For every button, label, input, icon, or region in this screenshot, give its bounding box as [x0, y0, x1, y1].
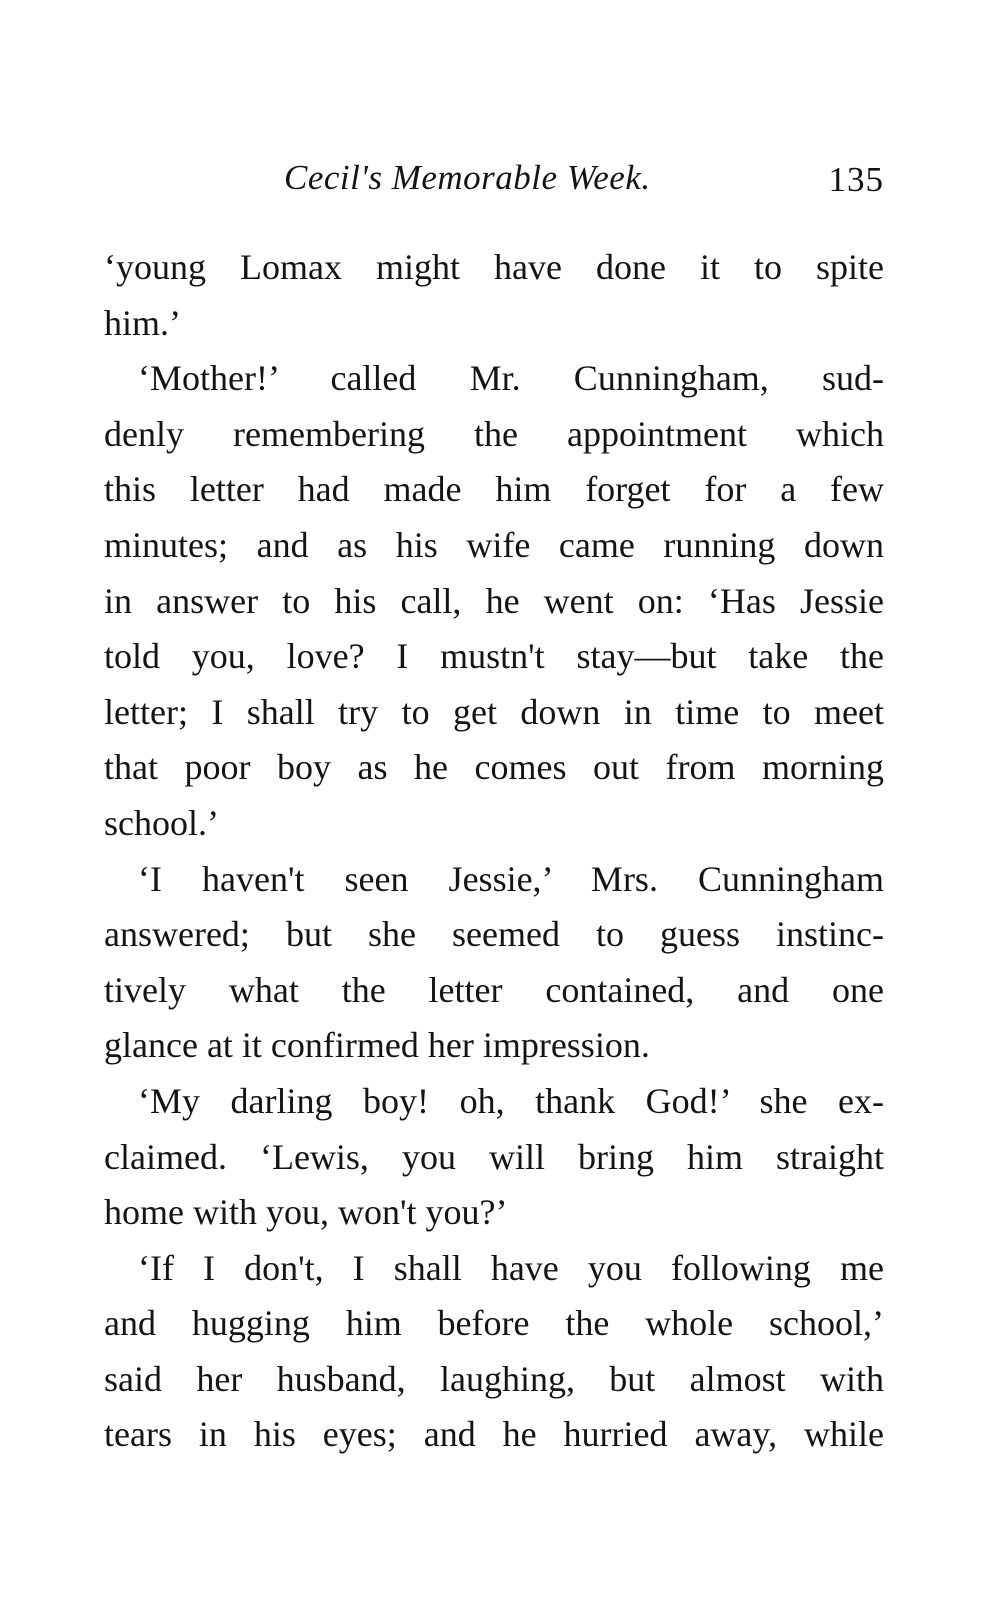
- text-line: glance at it confirmed her impression.: [104, 1025, 650, 1066]
- text-line: school.’: [104, 802, 219, 843]
- text-line: ‘My darling boy! oh, thank God!’ she ex-: [138, 1080, 884, 1121]
- text-line: told you, love? I mustn't stay—but take the: [104, 636, 884, 677]
- text-line: this letter had made him forget for a few: [104, 469, 884, 510]
- text-line: in answer to his call, he went on: ‘Has Jessie: [104, 580, 884, 621]
- page-number: 135: [828, 160, 884, 199]
- text-line: home with you, won't you?’: [104, 1192, 508, 1233]
- text-line: ‘Mother!’ called Mr. Cunningham, sud-: [138, 358, 884, 399]
- text-line: said her husband, laughing, but almost with: [104, 1358, 884, 1399]
- text-line: claimed. ‘Lewis, you will bring him straight: [104, 1136, 884, 1177]
- text-line: tears in his eyes; and he hurried away, while: [104, 1414, 884, 1455]
- text-line: ‘young Lomax might have done it to spite: [104, 247, 884, 287]
- text-line: tively what the letter contained, and one: [104, 969, 884, 1010]
- text-line: him.’: [104, 302, 181, 343]
- running-title: Cecil's Memorable Week.: [284, 158, 651, 197]
- text-line: ‘If I don't, I shall have you following me: [138, 1247, 884, 1288]
- text-line: denly remembering the appointment which: [104, 413, 884, 454]
- text-line: and hugging him before the whole school,’: [104, 1303, 884, 1344]
- text-line: letter; I shall try to get down in time to meet: [104, 691, 884, 732]
- text-line: minutes; and as his wife came running down: [104, 524, 884, 565]
- running-header: [104, 158, 884, 214]
- text-line: answered; but she seemed to guess instinc-: [104, 914, 884, 955]
- body-text: [104, 240, 884, 1463]
- text-line: ‘I haven't seen Jessie,’ Mrs. Cunningham: [138, 858, 884, 899]
- text-line: that poor boy as he comes out from morning: [104, 747, 884, 788]
